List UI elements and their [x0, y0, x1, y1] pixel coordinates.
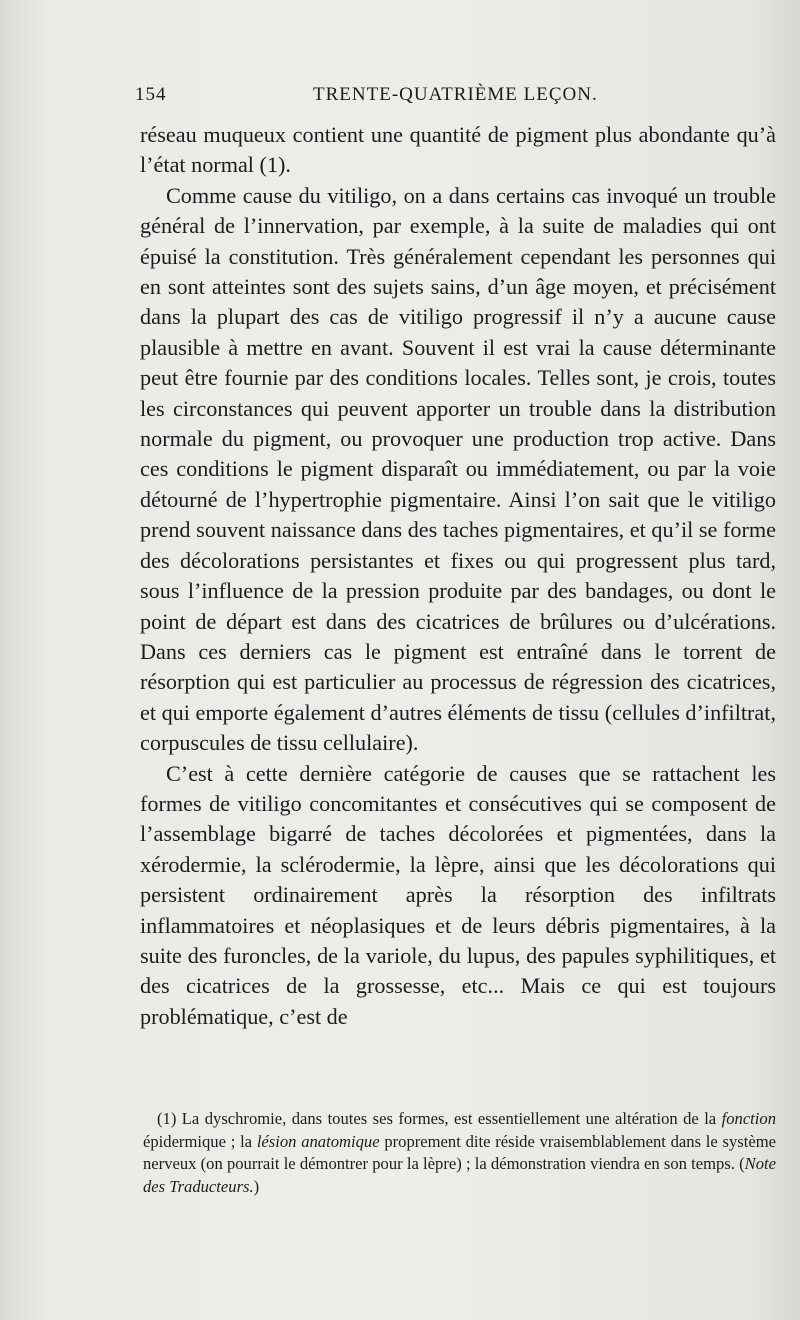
footnote [143, 1108, 776, 1198]
page-number: 154 [135, 84, 167, 105]
paragraph: C’est à cette dernière catégorie de causes que se rattachent les formes de vitiligo concomitantes et consécutives qui se composent de l’assemblage bigarré de taches décolorées et pigmentées, dans la xérodermie, la sclérodermie, la lèpre, ainsi que les décolorations qui persistent ordinairement après la résorption des infiltrats inflammatoires et néoplasiques et de leurs débris pigmentaires, à la suite des furoncles, de la variole, du lupus, des papules syphilitiques, et des cicatrices de la grossesse, etc... Mais ce qui est toujours problématique, c’est de [140, 760, 776, 1029]
footnote-italic: lésion anatomique [256, 1131, 380, 1151]
footnote-italic: fonction [721, 1109, 776, 1128]
footnote-segment: épidermique ; la [143, 1131, 257, 1151]
running-title: TRENTE-QUATRIÈME LEÇON. [313, 84, 598, 105]
footnote-segment: ) [253, 1176, 260, 1196]
body-text [140, 120, 776, 1032]
paragraph: Comme cause du vitiligo, on a dans certains cas invoqué un trouble général de l’innervation, par exemple, à la suite de maladies qui ont épuisé la constitution. Très généralement cependant les personnes qui en sont atteintes sont des sujets sains, d’un âge moyen, et précisément dans la plupart des cas de vitiligo progressif il n’y a aucune cause plausible à mettre en avant. Souvent il est vrai la cause déterminante peut être fournie par des conditions locales. Telles sont, je crois, toutes les circonstances qui peuvent apporter un trouble dans la distribution normale du pigment, ou provoquer une production trop active. Dans ces conditions le pigment disparaît ou immédiatement, ou par la voie détourné de l’hypertrophie pigmentaire. Ainsi l’on sait que le vitiligo prend souvent naissance dans des taches pigmentaires, et qu’il se forme des décolorations persistantes et fixes ou qui progressent plus tard, sous l’influence de la pression produite par des bandages, ou dont le point de départ est dans des cicatrices de brûlures ou d’ulcérations. Dans ces derniers cas le pigment est entraîné dans le torrent de résorption qui est particulier au processus de régression des cicatrices, et qui emporte également d’autres éléments de tissu (cellules d’infiltrat, corpuscules de tissu cellulaire). [140, 182, 776, 756]
paragraph: réseau muqueux contient une quantité de pigment plus abondante qu’à l’état normal (1). [140, 122, 776, 178]
footnote-italic: Note des Traducteurs. [143, 1154, 776, 1196]
footnote-segment: (1) La dyschromie, dans toutes ses formes, est essentiellement une altération de la [157, 1109, 722, 1128]
footnote-text [143, 1108, 776, 1198]
page-header [135, 84, 775, 114]
footnote-segment: proprement dite réside vraisemblablement dans le système nerveux (on pourrait le démontrer pour la lèpre) ; la démonstration viendra en son temps. ( [143, 1131, 776, 1174]
